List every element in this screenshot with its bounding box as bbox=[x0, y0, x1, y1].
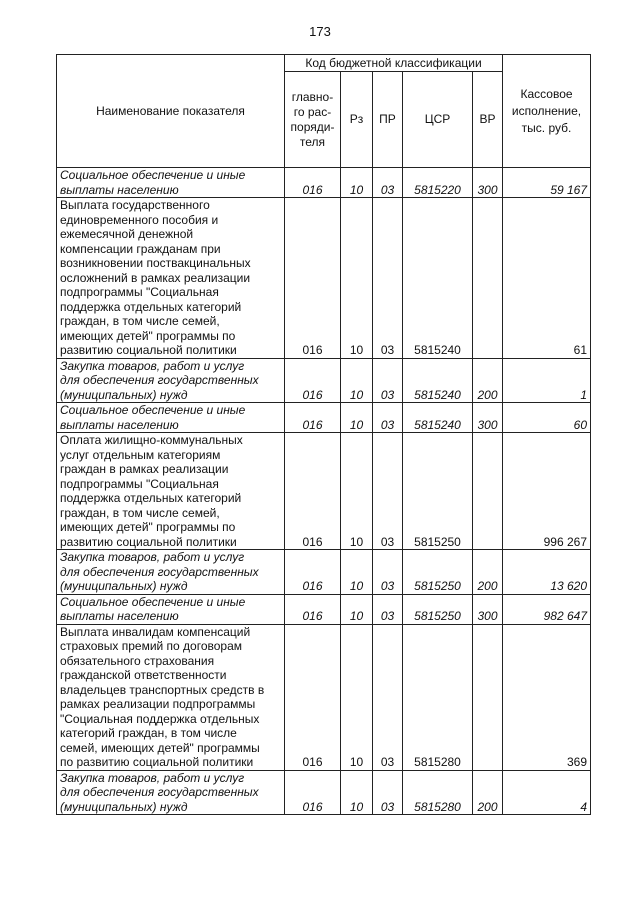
cell-rz: 10 bbox=[341, 550, 373, 595]
header-ministry: главно- го рас- поряди- теля bbox=[285, 72, 341, 168]
cell-rz: 10 bbox=[341, 198, 373, 359]
cell-rz: 10 bbox=[341, 403, 373, 433]
cell-name: Закупка товаров, работ и услуг для обеспечения государственных (муниципальных) нужд bbox=[57, 358, 285, 403]
cell-ministry: 016 bbox=[285, 198, 341, 359]
header-vr: ВР bbox=[473, 72, 503, 168]
cell-total: 61 bbox=[503, 198, 591, 359]
cell-csr: 5815240 bbox=[403, 403, 473, 433]
cell-ministry: 016 bbox=[285, 550, 341, 595]
cell-name: Социальное обеспечение и иные выплаты населению bbox=[57, 168, 285, 198]
cell-csr: 5815280 bbox=[403, 624, 473, 770]
cell-pr: 03 bbox=[373, 433, 403, 550]
cell-total: 13 620 bbox=[503, 550, 591, 595]
header-csr: ЦСР bbox=[403, 72, 473, 168]
cell-ministry: 016 bbox=[285, 594, 341, 624]
cell-name: Закупка товаров, работ и услуг для обеспечения государственных (муниципальных) нужд bbox=[57, 770, 285, 815]
cell-csr: 5815240 bbox=[403, 198, 473, 359]
cell-pr: 03 bbox=[373, 358, 403, 403]
cell-pr: 03 bbox=[373, 770, 403, 815]
cell-csr: 5815280 bbox=[403, 770, 473, 815]
cell-rz: 10 bbox=[341, 594, 373, 624]
cell-total: 369 bbox=[503, 624, 591, 770]
cell-total: 982 647 bbox=[503, 594, 591, 624]
cell-pr: 03 bbox=[373, 403, 403, 433]
header-total: Кассовое исполнение, тыс. руб. bbox=[503, 55, 591, 168]
cell-name: Закупка товаров, работ и услуг для обеспечения государственных (муниципальных) нужд bbox=[57, 550, 285, 595]
cell-vr: 200 bbox=[473, 550, 503, 595]
header-rz: Рз bbox=[341, 72, 373, 168]
cell-ministry: 016 bbox=[285, 770, 341, 815]
table-row bbox=[57, 168, 591, 198]
table-row bbox=[57, 624, 591, 770]
cell-ministry: 016 bbox=[285, 168, 341, 198]
cell-vr bbox=[473, 198, 503, 359]
cell-pr: 03 bbox=[373, 550, 403, 595]
cell-name: Выплата инвалидам компенсаций страховых премий по договорам обязательного страхования гражданской ответственности владельцев транспортных средств в рамках реализации подпрограммы "Социальная поддержка отдельных категорий граждан, в том числе семей, имеющих детей" программы по развитию социальной политики bbox=[57, 624, 285, 770]
cell-csr: 5815250 bbox=[403, 433, 473, 550]
cell-total: 60 bbox=[503, 403, 591, 433]
header-name: Наименование показателя bbox=[57, 55, 285, 168]
cell-vr: 200 bbox=[473, 770, 503, 815]
cell-csr: 5815250 bbox=[403, 594, 473, 624]
cell-pr: 03 bbox=[373, 624, 403, 770]
budget-table bbox=[56, 54, 591, 815]
cell-total: 996 267 bbox=[503, 433, 591, 550]
cell-rz: 10 bbox=[341, 433, 373, 550]
cell-total: 4 bbox=[503, 770, 591, 815]
cell-ministry: 016 bbox=[285, 358, 341, 403]
cell-rz: 10 bbox=[341, 168, 373, 198]
table-body bbox=[57, 168, 591, 815]
cell-rz: 10 bbox=[341, 624, 373, 770]
cell-name: Социальное обеспечение и иные выплаты населению bbox=[57, 594, 285, 624]
cell-ministry: 016 bbox=[285, 403, 341, 433]
cell-ministry: 016 bbox=[285, 433, 341, 550]
cell-rz: 10 bbox=[341, 770, 373, 815]
page-number: 173 bbox=[309, 24, 331, 39]
cell-name: Социальное обеспечение и иные выплаты населению bbox=[57, 403, 285, 433]
header-code-group: Код бюджетной классификации bbox=[285, 55, 503, 72]
cell-rz: 10 bbox=[341, 358, 373, 403]
cell-name: Оплата жилищно-коммунальных услуг отдельным категориям граждан в рамках реализации подпрограммы "Социальная поддержка отдельных категорий граждан, в том числе семей, имеющих детей" программы по развитию социальной политики bbox=[57, 433, 285, 550]
cell-ministry: 016 bbox=[285, 624, 341, 770]
cell-vr: 300 bbox=[473, 168, 503, 198]
table-row bbox=[57, 403, 591, 433]
cell-vr: 300 bbox=[473, 594, 503, 624]
cell-total: 1 bbox=[503, 358, 591, 403]
cell-total: 59 167 bbox=[503, 168, 591, 198]
cell-csr: 5815240 bbox=[403, 358, 473, 403]
table-row bbox=[57, 770, 591, 815]
cell-pr: 03 bbox=[373, 594, 403, 624]
cell-pr: 03 bbox=[373, 198, 403, 359]
header-pr: ПР bbox=[373, 72, 403, 168]
table-row bbox=[57, 594, 591, 624]
cell-vr bbox=[473, 433, 503, 550]
cell-name: Выплата государственного единовременного пособия и ежемесячной денежной компенсации гражданам при возникновении поствакцинальных осложнений в рамках реализации подпрограммы "Социальная поддержка отдельных категорий граждан, в том числе семей, имеющих детей" программы по развитию социальной политики bbox=[57, 198, 285, 359]
cell-vr: 300 bbox=[473, 403, 503, 433]
cell-csr: 5815220 bbox=[403, 168, 473, 198]
table-row bbox=[57, 433, 591, 550]
table-row bbox=[57, 198, 591, 359]
cell-csr: 5815250 bbox=[403, 550, 473, 595]
cell-pr: 03 bbox=[373, 168, 403, 198]
table-header bbox=[57, 55, 591, 168]
table-row bbox=[57, 550, 591, 595]
table-row bbox=[57, 358, 591, 403]
cell-vr: 200 bbox=[473, 358, 503, 403]
cell-vr bbox=[473, 624, 503, 770]
